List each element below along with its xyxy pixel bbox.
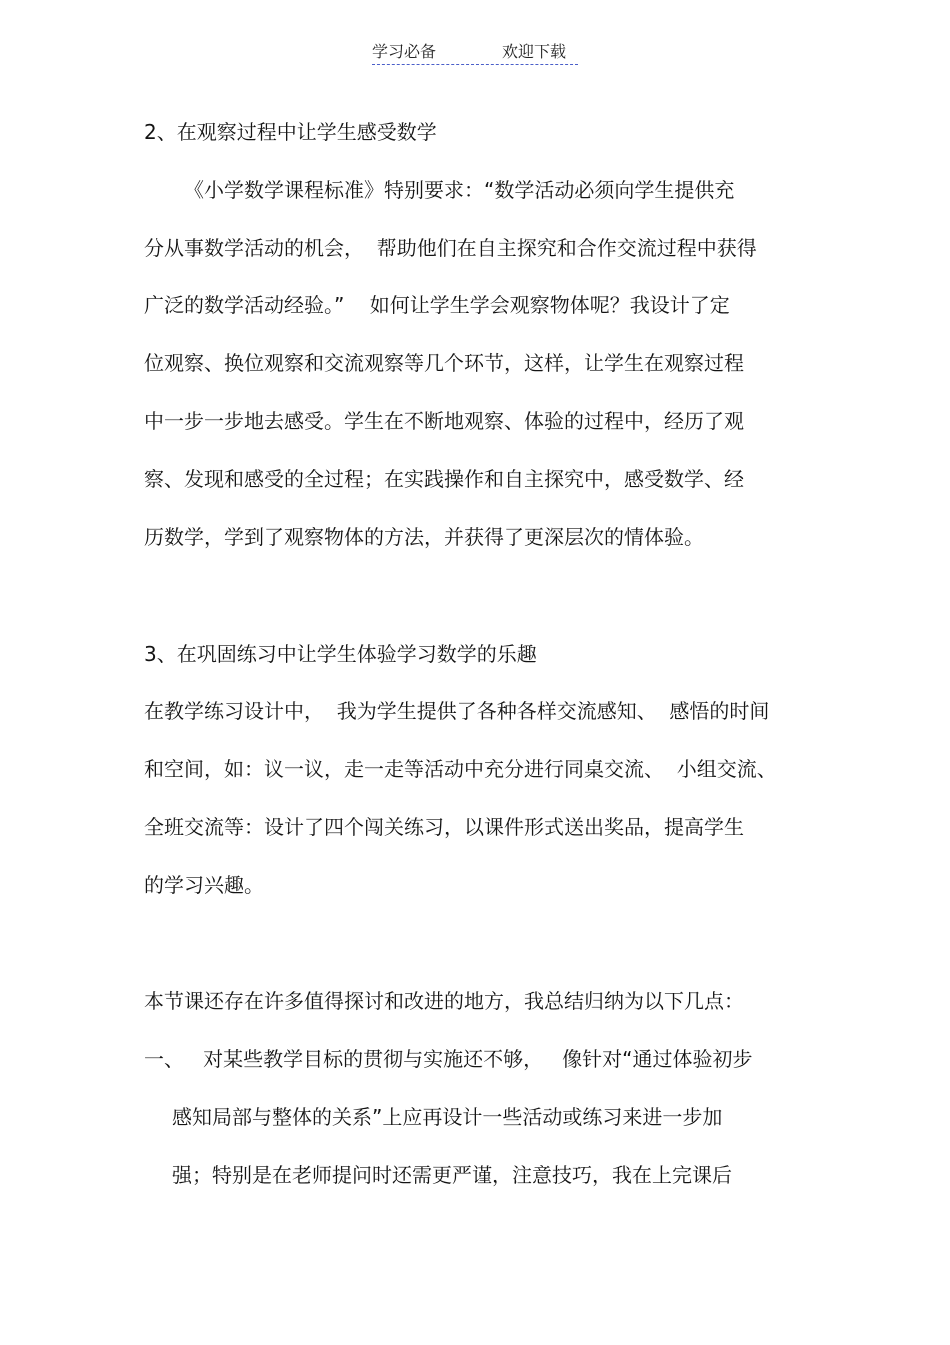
- paragraph-line: 在教学练习设计中， 我为学生提供了各种各样交流感知、 感悟的时间: [144, 699, 770, 723]
- paragraph-line: 和空间，如：议一议，走一走等活动中充分进行同桌交流、 小组交流、: [144, 757, 777, 781]
- summary-intro: 本节课还存在许多值得探讨和改进的地方，我总结归纳为以下几点：: [144, 989, 744, 1013]
- paragraph-line: 分从事数学活动的机会， 帮助他们在自主探究和合作交流过程中获得: [144, 236, 757, 260]
- paragraph-line: 历数学，学到了观察物体的方法，并获得了更深层次的情体验。: [144, 525, 704, 549]
- paragraph-line: 的学习兴趣。: [144, 873, 264, 897]
- paragraph-line: 全班交流等：设计了四个闯关练习，以课件形式送出奖品，提高学生: [144, 815, 744, 839]
- list-item-1-continuation: 强；特别是在老师提问时还需更严谨，注意技巧，我在上完课后: [172, 1163, 732, 1187]
- paragraph-line: 位观察、换位观察和交流观察等几个环节，这样，让学生在观察过程: [144, 351, 744, 375]
- paragraph-line: 《小学数学课程标准》特别要求：“数学活动必须向学生提供充: [184, 178, 735, 202]
- header-left-text: 学习必备: [372, 42, 437, 61]
- header-right-text: 欢迎下载: [502, 42, 567, 61]
- paragraph-line: 察、发现和感受的全过程；在实践操作和自主探究中，感受数学、经: [144, 467, 744, 491]
- section-heading-3: 3、在巩固练习中让学生体验学习数学的乐趣: [144, 642, 537, 666]
- paragraph-line: 中一步一步地去感受。学生在不断地观察、体验的过程中，经历了观: [144, 409, 744, 433]
- paragraph-line: 广泛的数学活动经验。” 如何让学生学会观察物体呢？我设计了定: [144, 293, 730, 317]
- list-item-1-continuation: 感知局部与整体的关系”上应再设计一些活动或练习来进一步加: [172, 1105, 723, 1129]
- section-heading-2: 2、在观察过程中让学生感受数学: [144, 120, 437, 144]
- page-header: [372, 40, 578, 65]
- list-item-1: 一、 对某些教学目标的贯彻与实施还不够， 像针对“通过体验初步: [144, 1047, 753, 1071]
